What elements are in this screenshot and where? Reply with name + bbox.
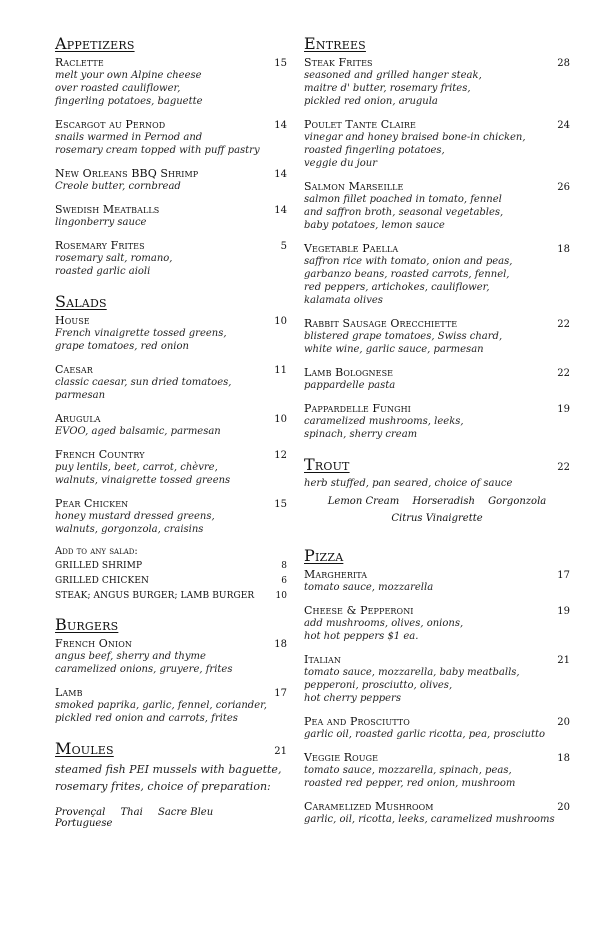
trout-sauce-option: Horseradish [412,496,475,507]
item-name: Rabbit Sausage Orecchiette [304,317,458,330]
menu-item [304,568,570,594]
pizza-section [304,546,570,826]
item-name: Veggie Rouge [304,751,379,764]
salads-section [55,292,287,601]
item-name: Lamb [55,686,83,699]
item-name: Rosemary Frites [55,239,145,252]
menu-item [55,203,287,229]
menu-item [55,686,287,725]
item-price: 21 [557,655,570,666]
item-description: salmon fillet poached in tomato, fennel and saffron broth, seasonal vegetables, baby potatoes, lemon sauce [304,194,504,231]
menu-item [55,448,287,487]
moules-title: Moules [55,739,114,758]
moules-options [55,807,287,829]
item-name: New Orleans BBQ Shrimp [55,167,199,180]
item-price: 18 [274,639,287,650]
item-description: melt your own Alpine cheese over roasted cauliflower, fingerling potatoes, baguette [55,70,203,107]
burgers-section [55,615,287,725]
item-price: 15 [274,499,287,510]
menu-item [304,366,570,392]
menu-item [55,497,287,536]
item-description: rosemary salt, romano, roasted garlic aioli [55,253,173,277]
menu-item [55,239,287,278]
appetizers-section [55,34,287,278]
item-name: Pear Chicken [55,497,129,510]
item-price: 14 [274,169,287,180]
menu-item [55,363,287,402]
item-price: 17 [274,688,287,699]
menu-item [304,56,570,108]
addon-label: GRILLED CHICKEN [55,576,149,586]
item-price: 19 [557,404,570,415]
item-price: 14 [274,205,287,216]
salad-addon-row [55,591,287,601]
burgers-title: Burgers [55,615,119,634]
item-price: 12 [274,450,287,461]
menu-item [55,56,287,108]
menu-item [304,653,570,705]
appetizers-title: Appetizers [55,34,135,53]
item-name: French Onion [55,637,133,650]
item-price: 19 [557,606,570,617]
item-description: tomato sauce, mozzarella [304,582,434,593]
salad-addon-row [55,561,287,571]
item-name: Pappardelle Funghi [304,402,411,415]
item-price: 18 [557,753,570,764]
menu-item [55,412,287,438]
item-name: Lamb Bolognese [304,366,394,379]
menu-item [55,167,287,193]
item-name: House [55,314,90,327]
entrees-title: Entrees [304,34,366,53]
item-description: lingonberry sauce [55,217,147,228]
item-name: Margherita [304,568,368,581]
trout-sauce-option: Gorgonzola [488,496,547,507]
item-price: 28 [557,58,570,69]
item-description: EVOO, aged balsamic, parmesan [55,426,221,437]
item-name: French Country [55,448,145,461]
item-description: angus beef, sherry and thyme caramelized onions, gruyere, frites [55,651,233,675]
item-description: Creole butter, cornbread [55,181,181,192]
item-description: add mushrooms, olives, onions, hot hot peppers $1 ea. [304,618,464,642]
item-description: puy lentils, beet, carrot, chèvre, walnuts, vinaigrette tossed greens [55,462,231,486]
menu-item [304,242,570,307]
menu-item [304,118,570,170]
item-price: 17 [557,570,570,581]
menu-item [304,317,570,356]
trout-sauce-options [304,496,570,507]
entrees-section [304,34,570,441]
item-price: 20 [557,717,570,728]
trout-title: Trout [304,455,350,474]
item-name: Salmon Marseille [304,180,404,193]
addon-price: 6 [281,576,287,586]
moules-option: Sacre Bleu [157,807,214,818]
pizza-title: Pizza [304,546,344,565]
item-price: 22 [557,368,570,379]
item-description: garlic oil, roasted garlic ricotta, pea, prosciutto [304,729,546,740]
menu-item [55,118,287,157]
menu-item [304,715,570,741]
item-name: Italian [304,653,341,666]
menu-item [304,800,570,826]
item-price: 18 [557,244,570,255]
item-price: 10 [274,414,287,425]
right-column [304,34,570,840]
item-description: seasoned and grilled hanger steak, maitre d' butter, rosemary frites, pickled red onion, arugula [304,70,482,107]
item-description: tomato sauce, mozzarella, spinach, peas, roasted red pepper, red onion, mushroom [304,765,516,789]
item-price: 5 [280,241,287,252]
item-name: Poulet Tante Claire [304,118,416,131]
item-price: 15 [274,58,287,69]
menu-item [304,604,570,643]
addon-price: 10 [275,591,287,601]
moules-option: Thai [120,807,143,818]
item-name: Escargot au Pernod [55,118,166,131]
item-price: 20 [557,802,570,813]
item-price: 26 [557,182,570,193]
item-price: 14 [274,120,287,131]
item-description: saffron rice with tomato, onion and peas, garbanzo beans, roasted carrots, fennel, red peppers, artichokes, cauliflower, kalamata olives [304,256,513,306]
moules-price: 21 [274,746,287,757]
salads-title: Salads [55,292,107,311]
left-column [55,34,287,843]
item-name: Caramelized Mushroom [304,800,434,813]
item-name: Caesar [55,363,93,376]
salad-addon-title: Add to any salad: [55,546,138,557]
addon-label: STEAK; ANGUS BURGER; LAMB BURGER [55,591,255,601]
trout-sauce-option-extra: Citrus Vinaigrette [391,513,483,524]
item-price: 24 [557,120,570,131]
item-description: pappardelle pasta [304,380,396,391]
trout-description: herb stuffed, pan seared, choice of sauce [304,478,513,489]
addon-price: 8 [281,561,287,571]
item-name: Pea and Prosciutto [304,715,410,728]
item-description: blistered grape tomatoes, Swiss chard, white wine, garlic sauce, parmesan [304,331,503,355]
menu-item [304,751,570,790]
menu-item [55,637,287,676]
moules-description: steamed fish PEI mussels with baguette, rosemary frites, choice of preparation: [55,763,282,793]
item-description: honey mustard dressed greens, walnuts, gorgonzola, craisins [55,511,215,535]
trout-sauce-option: Lemon Cream [327,496,400,507]
item-description: vinegar and honey braised bone-in chicken, roasted fingerling potatoes, veggie du jour [304,132,526,169]
item-name: Steak Frites [304,56,373,69]
menu-item [55,314,287,353]
item-name: Raclette [55,56,104,69]
item-description: tomato sauce, mozzarella, baby meatballs, pepperoni, prosciutto, olives, hot cherry peppers [304,667,520,704]
moules-option: Provençal [55,807,106,818]
moules-section [55,739,287,829]
item-name: Arugula [55,412,101,425]
item-name: Swedish Meatballs [55,203,160,216]
menu-item [304,402,570,441]
trout-section [304,455,570,524]
item-name: Vegetable Paella [304,242,399,255]
trout-price: 22 [557,462,570,473]
item-price: 11 [274,365,287,376]
item-description: smoked paprika, garlic, fennel, coriander, pickled red onion and carrots, frites [55,700,267,724]
addon-label: GRILLED SHRIMP [55,561,143,571]
item-price: 10 [274,316,287,327]
item-description: French vinaigrette tossed greens, grape tomatoes, red onion [55,328,227,352]
menu-item [304,180,570,232]
item-description: classic caesar, sun dried tomatoes, parmesan [55,377,232,401]
item-name: Cheese & Pepperoni [304,604,414,617]
salad-addon-row [55,576,287,586]
moules-option: Portuguese [55,818,113,829]
item-description: snails warmed in Pernod and rosemary cream topped with puff pastry [55,132,260,156]
item-price: 22 [557,319,570,330]
item-description: garlic, oil, ricotta, leeks, caramelized mushrooms [304,814,555,825]
item-description: caramelized mushrooms, leeks, spinach, sherry cream [304,416,464,440]
